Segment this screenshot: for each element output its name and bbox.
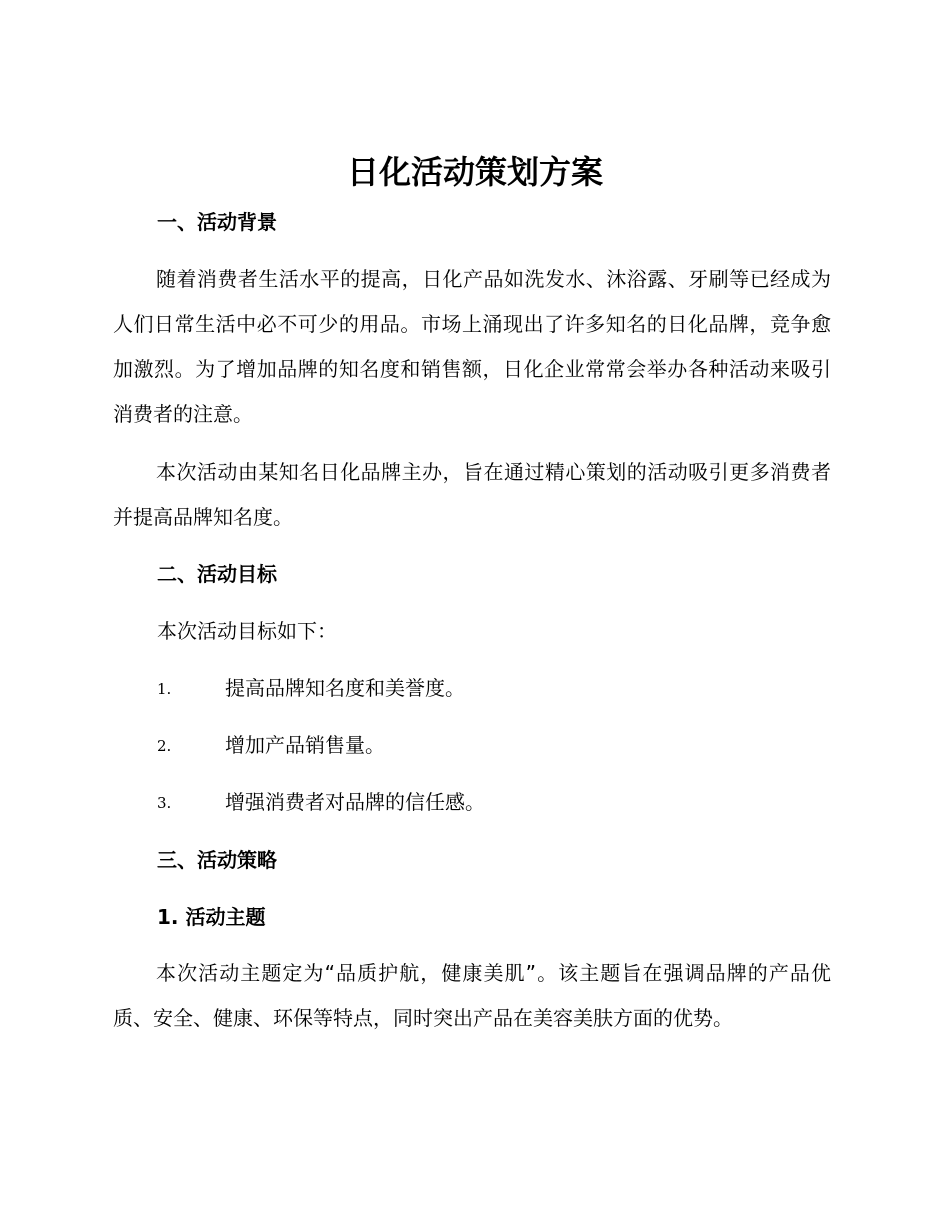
background-paragraph-1: 随着消费者生活水平的提高，日化产品如洗发水、沐浴露、牙刷等已经成为人们日常生活中必不可少的用品。市场上涌现出了许多知名的日化品牌，竞争愈加激烈。为了增加品牌的知名度和销售额，日化企业常常会举办各种活动来吸引消费者的注意。	[113, 267, 831, 426]
goal-item-number: 2.	[157, 737, 172, 755]
goal-item-text: 增加产品销售量。	[225, 733, 385, 757]
section-heading-background: 一、活动背景	[157, 210, 277, 234]
background-paragraph-2: 本次活动由某知名日化品牌主办，旨在通过精心策划的活动吸引更多消费者并提高品牌知名度。	[113, 460, 831, 529]
section-heading-strategy: 三、活动策略	[157, 848, 277, 872]
strategy-theme-paragraph: 本次活动主题定为“品质护航，健康美肌”。该主题旨在强调品牌的产品优质、安全、健康、环保等特点，同时突出产品在美容美肤方面的优势。	[113, 961, 831, 1030]
goal-item-text: 增强消费者对品牌的信任感。	[225, 790, 485, 814]
goal-item-number: 3.	[157, 794, 172, 812]
goals-intro: 本次活动目标如下：	[157, 619, 337, 643]
section-heading-goals: 二、活动目标	[157, 562, 277, 586]
goal-item-text: 提高品牌知名度和美誉度。	[225, 676, 465, 700]
document-title: 日化活动策划方案	[346, 153, 603, 191]
strategy-subheading-theme: 1. 活动主题	[157, 905, 266, 929]
goal-item-number: 1.	[157, 680, 172, 698]
